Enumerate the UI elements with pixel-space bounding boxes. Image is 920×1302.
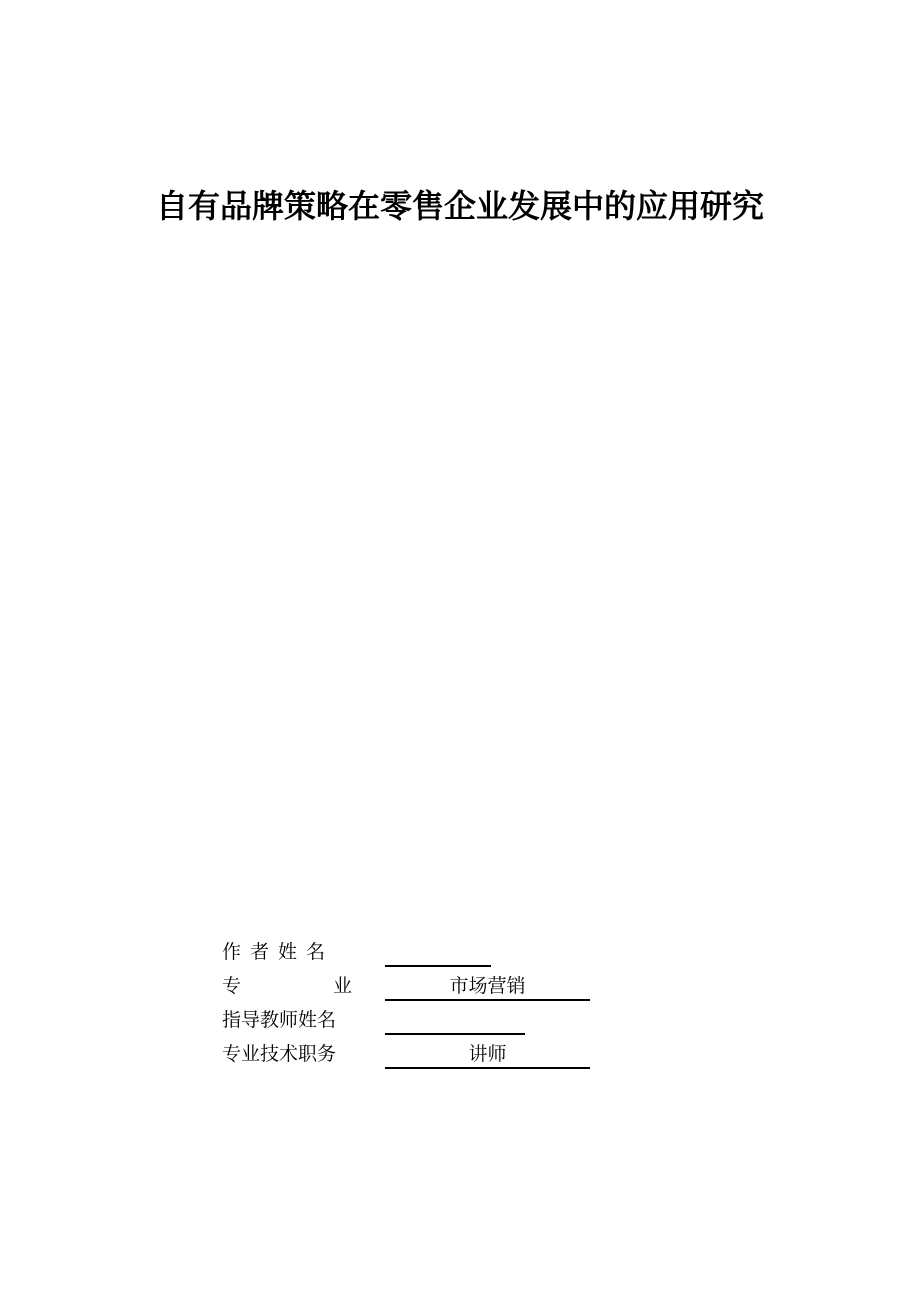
major-label-right: 业: [332, 975, 352, 997]
professional-title-row: [222, 1039, 622, 1073]
author-info-block: [222, 937, 622, 1073]
author-name-field: [385, 939, 491, 967]
major-label: [222, 973, 352, 999]
advisor-name-field: [385, 1007, 525, 1035]
major-field: 市场营销: [385, 973, 590, 1001]
major-row: [222, 971, 622, 1005]
advisor-name-row: [222, 1005, 622, 1039]
advisor-name-label: 指导教师姓名: [222, 1009, 337, 1031]
professional-title-label: 专业技术职务: [222, 1043, 337, 1065]
major-label-left: 专: [222, 975, 242, 997]
author-name-row: [222, 937, 622, 971]
document-title: 自有品牌策略在零售企业发展中的应用研究: [155, 187, 764, 225]
professional-title-field: 讲师: [385, 1041, 590, 1069]
author-name-label: 作者姓名: [222, 941, 335, 963]
